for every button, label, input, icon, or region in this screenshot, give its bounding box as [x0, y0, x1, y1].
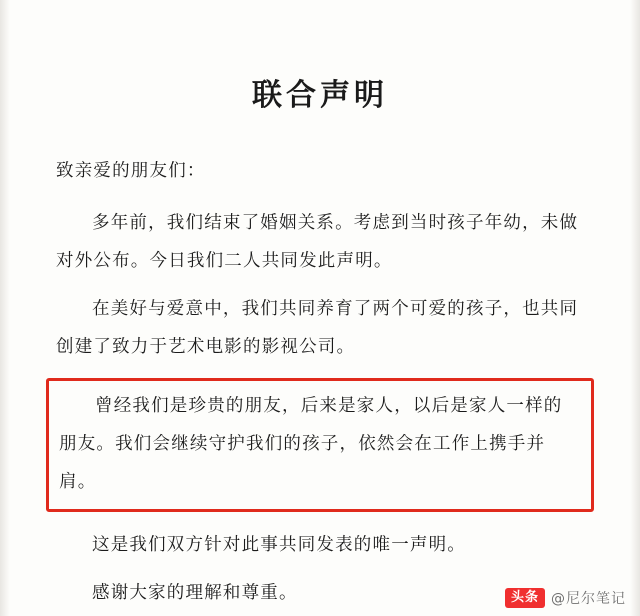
document-body — [56, 114, 584, 612]
paragraph-2: 在美好与爱意中，我们共同养育了两个可爱的孩子，也共同创建了致力于艺术电影的影视公司。 — [56, 299, 579, 357]
watermark-footer — [505, 588, 626, 608]
salutation-line: 致亲爱的朋友们： — [56, 161, 206, 181]
highlight-annotation-box — [46, 378, 594, 512]
highlighted-paragraph: 曾经我们是珍贵的朋友，后来是家人，以后是家人一样的朋友。我们会继续守护我们的孩子，依然会在工作上携手并肩。 — [59, 396, 563, 492]
author-handle: @尼尔笔记 — [551, 591, 626, 607]
paragraph-5: 感谢大家的理解和尊重。 — [92, 583, 298, 603]
paragraph-1: 多年前，我们结束了婚姻关系。考虑到当时孩子年幼，未做对外公布。今日我们二人共同发此声明。 — [56, 213, 579, 271]
page-title: 联合声明 — [252, 78, 388, 113]
paragraph-4: 这是我们双方针对此事共同发表的唯一声明。 — [92, 535, 466, 555]
toutiao-logo-icon: 头条 — [505, 588, 545, 608]
